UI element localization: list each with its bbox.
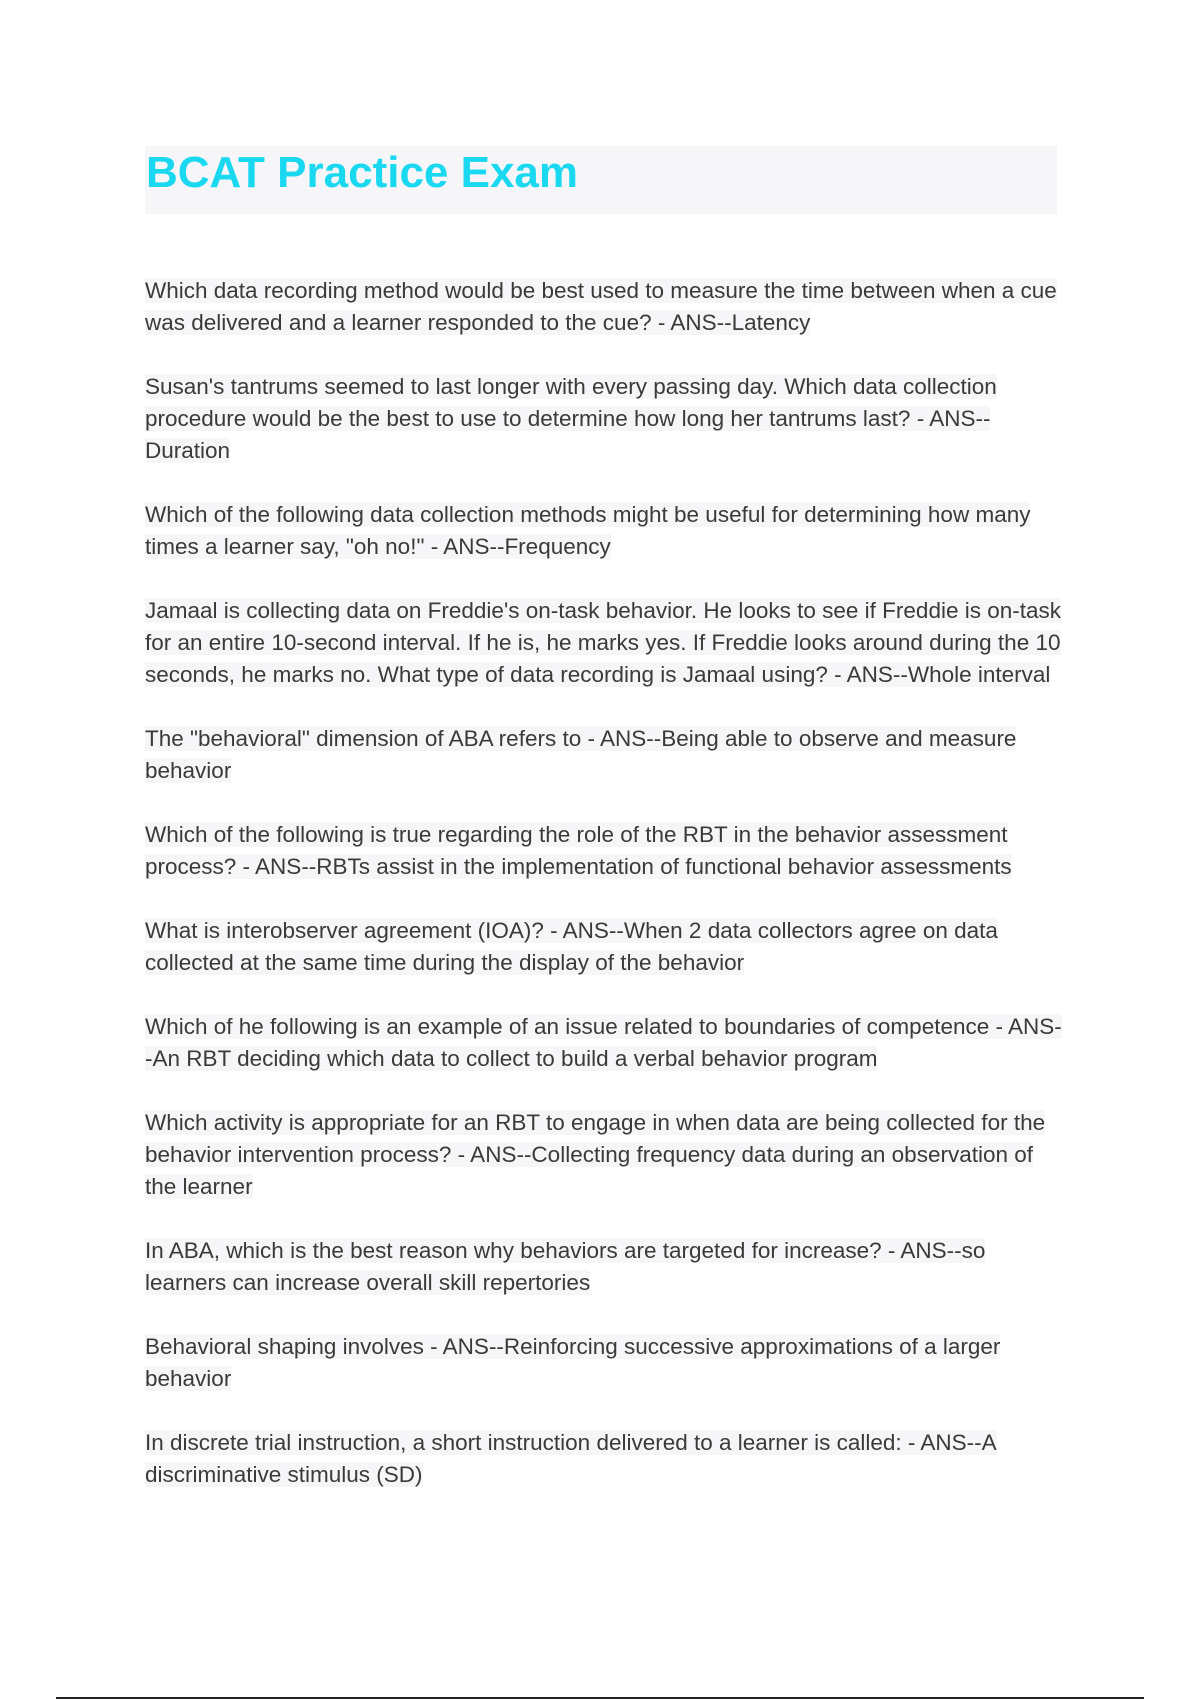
qa-text: In discrete trial instruction, a short instruction delivered to a learner is called: - ANS--A discriminative stimulus (SD)	[145, 1430, 997, 1487]
qa-item	[145, 595, 1065, 691]
qa-item	[145, 819, 1065, 883]
page-title: BCAT Practice Exam	[146, 148, 579, 197]
qa-text: Which of the following is true regarding the role of the RBT in the behavior assessment process? - ANS--RBTs assist in the implementation of functional behavior assessments	[145, 822, 1012, 879]
qa-list	[145, 275, 1065, 1523]
footer-rule	[56, 1697, 1144, 1699]
qa-text: What is interobserver agreement (IOA)? - ANS--When 2 data collectors agree on data collected at the same time during the display of the behavior	[145, 918, 998, 975]
qa-text: Which data recording method would be best used to measure the time between when a cue was delivered and a learner responded to the cue? - ANS--Latency	[145, 278, 1057, 335]
qa-item	[145, 371, 1065, 467]
qa-text: Which of the following data collection methods might be useful for determining how many times a learner say, "oh no!" - ANS--Frequency	[145, 502, 1031, 559]
qa-item	[145, 1427, 1065, 1491]
qa-item	[145, 499, 1065, 563]
qa-item	[145, 275, 1065, 339]
qa-text: Jamaal is collecting data on Freddie's on-task behavior. He looks to see if Freddie is on-task for an entire 10-second interval. If he is, he marks yes. If Freddie looks around during the 10 seconds, he marks no. What type of data recording is Jamaal using? - ANS--Whole interval	[145, 598, 1062, 687]
qa-text: Behavioral shaping involves - ANS--Reinforcing successive approximations of a larger behavior	[145, 1334, 1001, 1391]
qa-item	[145, 723, 1065, 787]
qa-item	[145, 1011, 1065, 1075]
qa-text: Which activity is appropriate for an RBT to engage in when data are being collected for the behavior intervention process? - ANS--Collecting frequency data during an observation of the learner	[145, 1110, 1046, 1199]
qa-text: Which of he following is an example of an issue related to boundaries of competence - ANS--An RBT deciding which data to collect to build a verbal behavior program	[145, 1014, 1062, 1071]
qa-item	[145, 915, 1065, 979]
qa-text: In ABA, which is the best reason why behaviors are targeted for increase? - ANS--so learners can increase overall skill repertories	[145, 1238, 986, 1295]
qa-item	[145, 1331, 1065, 1395]
qa-text: The "behavioral" dimension of ABA refers to - ANS--Being able to observe and measure behavior	[145, 726, 1017, 783]
qa-item	[145, 1107, 1065, 1203]
qa-text: Susan's tantrums seemed to last longer with every passing day. Which data collection procedure would be the best to use to determine how long her tantrums last? - ANS--Duration	[145, 374, 997, 463]
qa-item	[145, 1235, 1065, 1299]
